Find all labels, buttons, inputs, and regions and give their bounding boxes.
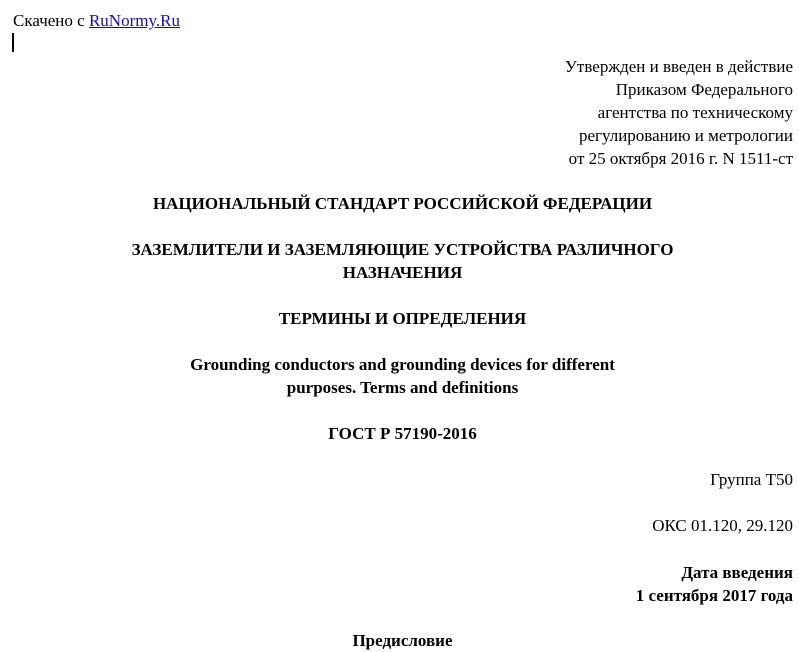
standard-subtitle: ТЕРМИНЫ И ОПРЕДЕЛЕНИЯ	[278, 309, 527, 328]
standard-title-line: ЗАЗЕМЛИТЕЛИ И ЗАЗЕМЛЯЮЩИЕ УСТРОЙСТВА РАЗЛИЧНОГО	[131, 240, 674, 259]
approval-line: регулированию и метрологии	[578, 126, 793, 145]
oks-code: ОКС 01.120, 29.120	[652, 516, 793, 535]
source-line	[13, 9, 180, 32]
english-title	[0, 353, 799, 399]
introduction-date-value: 1 сентября 2017 года	[635, 586, 793, 605]
standard-title-line: НАЗНАЧЕНИЯ	[342, 263, 463, 282]
approval-line: Приказом Федерального	[615, 80, 793, 99]
national-standard-heading: НАЦИОНАЛЬНЫЙ СТАНДАРТ РОССИЙСКОЙ ФЕДЕРАЦИИ	[152, 194, 653, 213]
approval-block	[393, 55, 793, 170]
approval-line: от 25 октября 2016 г. N 1511-ст	[568, 149, 793, 168]
introduction-date-label: Дата введения	[681, 563, 793, 582]
gost-number: ГОСТ Р 57190-2016	[328, 424, 477, 443]
group-code: Группа Т50	[710, 470, 793, 489]
approval-line: агентства по техническому	[597, 103, 793, 122]
approval-line: Утвержден и введен в действие	[564, 57, 793, 76]
foreword-heading: Предисловие	[352, 631, 453, 650]
english-title-line: Grounding conductors and grounding devices for different	[190, 355, 615, 374]
standard-title	[0, 238, 799, 284]
text-cursor	[12, 33, 14, 52]
introduction-date	[636, 561, 793, 607]
english-title-line: purposes. Terms and definitions	[286, 378, 519, 397]
source-prefix: Скачено с	[13, 11, 85, 30]
runormy-link[interactable]: RuNormy.Ru	[88, 11, 180, 30]
